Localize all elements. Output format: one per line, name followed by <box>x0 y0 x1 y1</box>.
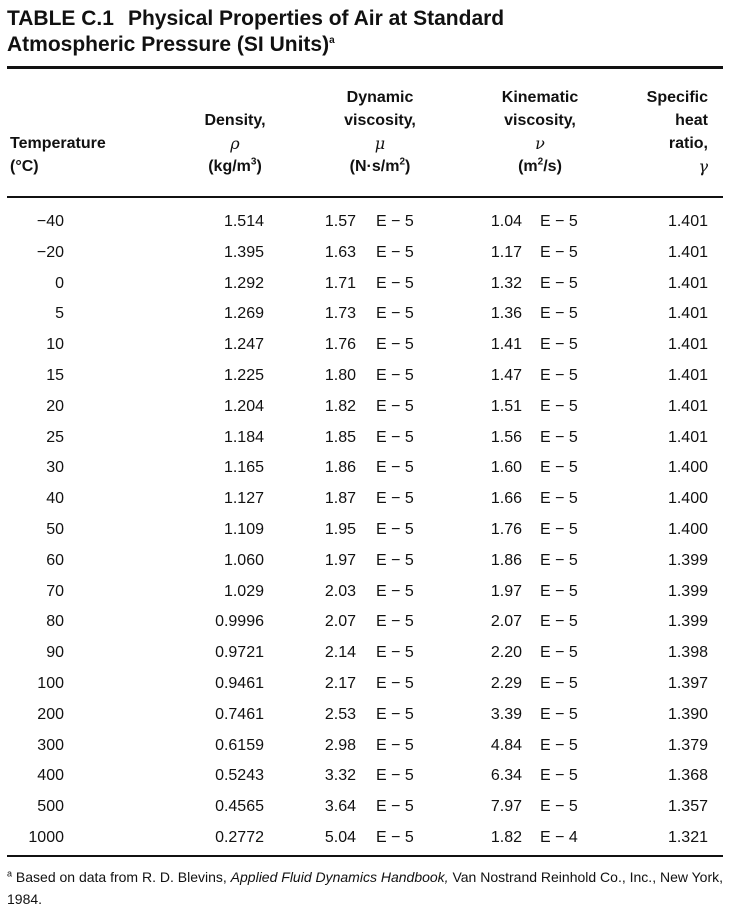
header-specific-heat-ratio <box>600 86 708 178</box>
cell-temperature: 40 <box>46 490 64 508</box>
cell-specific-heat-ratio: 1.400 <box>667 520 708 538</box>
cell-temperature: 500 <box>37 798 64 816</box>
cell-dynamic-viscosity-exponent: E − 5 <box>376 397 414 415</box>
cell-density: 0.4565 <box>215 798 264 816</box>
cell-dynamic-viscosity-exponent: E − 5 <box>376 644 414 662</box>
table-row <box>0 515 730 546</box>
header-kinematic-symbol: ν <box>535 134 545 153</box>
cell-density: 1.165 <box>223 459 264 477</box>
cell-density: 1.395 <box>223 243 264 261</box>
cell-dynamic-viscosity: 2.98 <box>324 736 356 754</box>
cell-dynamic-viscosity-exponent: E − 5 <box>376 428 414 446</box>
cell-dynamic-viscosity: 1.85 <box>324 428 356 446</box>
cell-kinematic-viscosity: 1.17 <box>490 243 522 261</box>
cell-dynamic-viscosity: 1.71 <box>324 274 356 292</box>
cell-kinematic-viscosity-exponent: E − 5 <box>540 551 578 569</box>
cell-kinematic-viscosity-exponent: E − 5 <box>540 705 578 723</box>
cell-specific-heat-ratio: 1.401 <box>667 366 708 384</box>
header-density-unit: $(kg/m^3)$ <box>208 156 262 175</box>
table-row <box>0 792 730 823</box>
cell-dynamic-viscosity: 1.80 <box>324 366 356 384</box>
cell-kinematic-viscosity-exponent: E − 5 <box>540 428 578 446</box>
cell-kinematic-viscosity: 1.56 <box>490 428 522 446</box>
cell-density: 1.514 <box>223 213 264 230</box>
header-temperature-label: Temperature <box>10 135 106 152</box>
cell-dynamic-viscosity: 2.07 <box>324 613 356 631</box>
cell-dynamic-viscosity-exponent: E − 5 <box>376 551 414 569</box>
cell-density: 1.109 <box>223 520 264 538</box>
cell-kinematic-viscosity: 2.29 <box>490 674 522 692</box>
cell-specific-heat-ratio: 1.401 <box>667 397 708 415</box>
cell-density: 0.9461 <box>215 674 264 692</box>
table-row <box>0 269 730 300</box>
header-gamma-label-1: Specific <box>646 89 708 106</box>
header-density-symbol: ρ <box>230 134 240 153</box>
cell-density: 1.247 <box>223 336 264 354</box>
cell-density: 0.9721 <box>215 644 264 662</box>
cell-density: 0.6159 <box>215 736 264 754</box>
cell-kinematic-viscosity: 1.04 <box>490 213 522 230</box>
cell-kinematic-viscosity: 3.39 <box>490 705 522 723</box>
cell-kinematic-viscosity: 1.51 <box>490 397 522 415</box>
header-dynamic-symbol: μ <box>374 134 386 153</box>
table-row <box>0 423 730 454</box>
cell-kinematic-viscosity-exponent: E − 5 <box>540 213 578 230</box>
cell-kinematic-viscosity: 1.47 <box>490 366 522 384</box>
table-body <box>0 207 730 854</box>
cell-temperature: 70 <box>46 582 64 600</box>
footnote-book-title: Applied Fluid Dynamics Handbook, <box>230 869 449 885</box>
header-kinematic-label-2: viscosity, <box>504 112 576 129</box>
cell-dynamic-viscosity-exponent: E − 5 <box>376 798 414 816</box>
cell-density: 0.7461 <box>215 705 264 723</box>
cell-kinematic-viscosity-exponent: E − 5 <box>540 490 578 508</box>
table-row <box>0 484 730 515</box>
header-dynamic-unit: $(N\cdot s/m^2)$ <box>349 156 411 175</box>
cell-dynamic-viscosity-exponent: E − 5 <box>376 520 414 538</box>
cell-kinematic-viscosity: 6.34 <box>490 767 522 785</box>
cell-kinematic-viscosity-exponent: E − 5 <box>540 582 578 600</box>
cell-temperature: 15 <box>46 366 64 384</box>
table-row <box>0 238 730 269</box>
table-title <box>7 6 504 58</box>
cell-temperature: 30 <box>46 459 64 477</box>
cell-temperature: 10 <box>46 336 64 354</box>
footnote-text-after: Van Nostrand Reinhold Co., Inc., New York, 1984. <box>7 869 724 907</box>
cell-density: 0.2772 <box>215 828 264 846</box>
cell-kinematic-viscosity-exponent: E − 5 <box>540 274 578 292</box>
cell-kinematic-viscosity: 1.36 <box>490 305 522 323</box>
cell-temperature: 25 <box>46 428 64 446</box>
cell-dynamic-viscosity-exponent: E − 5 <box>376 767 414 785</box>
cell-dynamic-viscosity: 2.14 <box>324 644 356 662</box>
cell-dynamic-viscosity: 2.03 <box>324 582 356 600</box>
cell-specific-heat-ratio: 1.399 <box>667 613 708 631</box>
cell-specific-heat-ratio: 1.401 <box>667 428 708 446</box>
cell-density: 0.5243 <box>215 767 264 785</box>
cell-kinematic-viscosity-exponent: E − 5 <box>540 366 578 384</box>
cell-dynamic-viscosity: 3.32 <box>324 767 356 785</box>
cell-specific-heat-ratio: 1.321 <box>667 828 708 846</box>
header-rule <box>7 196 723 198</box>
cell-specific-heat-ratio: 1.357 <box>667 798 708 816</box>
cell-specific-heat-ratio: 1.401 <box>667 336 708 354</box>
cell-density: 1.127 <box>223 490 264 508</box>
title-text-1: Physical Properties of Air at Standard <box>127 7 505 30</box>
title-line-2 <box>7 32 504 58</box>
table-row <box>0 546 730 577</box>
cell-kinematic-viscosity-exponent: E − 5 <box>540 767 578 785</box>
cell-dynamic-viscosity: 3.64 <box>324 798 356 816</box>
cell-specific-heat-ratio: 1.401 <box>667 305 708 323</box>
cell-kinematic-viscosity-exponent: E − 5 <box>540 736 578 754</box>
cell-specific-heat-ratio: 1.398 <box>667 644 708 662</box>
cell-temperature: 200 <box>37 705 64 723</box>
table-row <box>0 761 730 792</box>
cell-specific-heat-ratio: 1.400 <box>667 459 708 477</box>
header-temperature-unit: (°C) <box>10 158 39 175</box>
cell-density: 1.269 <box>223 305 264 323</box>
cell-kinematic-viscosity-exponent: E − 5 <box>540 613 578 631</box>
cell-kinematic-viscosity: 1.32 <box>490 274 522 292</box>
cell-dynamic-viscosity-exponent: E − 5 <box>376 459 414 477</box>
cell-kinematic-viscosity: 1.86 <box>490 551 522 569</box>
cell-dynamic-viscosity: 1.97 <box>324 551 356 569</box>
cell-dynamic-viscosity-exponent: E − 5 <box>376 705 414 723</box>
cell-dynamic-viscosity: 2.17 <box>324 674 356 692</box>
cell-dynamic-viscosity-exponent: E − 5 <box>376 674 414 692</box>
cell-kinematic-viscosity-exponent: E − 5 <box>540 520 578 538</box>
cell-kinematic-viscosity-exponent: E − 5 <box>540 336 578 354</box>
cell-kinematic-viscosity-exponent: E − 4 <box>540 828 578 846</box>
table-row <box>0 330 730 361</box>
table-row <box>0 823 730 854</box>
cell-temperature: 50 <box>46 520 64 538</box>
cell-dynamic-viscosity-exponent: E − 5 <box>376 490 414 508</box>
cell-temperature: 0 <box>55 274 64 292</box>
bottom-rule <box>7 855 723 857</box>
cell-dynamic-viscosity-exponent: E − 5 <box>376 366 414 384</box>
header-gamma-label-2: heat <box>675 112 708 129</box>
cell-kinematic-viscosity: 1.82 <box>490 828 522 846</box>
cell-dynamic-viscosity: 1.86 <box>324 459 356 477</box>
cell-kinematic-viscosity: 4.84 <box>490 736 522 754</box>
cell-kinematic-viscosity-exponent: E − 5 <box>540 644 578 662</box>
cell-dynamic-viscosity: 1.73 <box>324 305 356 323</box>
cell-specific-heat-ratio: 1.399 <box>667 582 708 600</box>
cell-specific-heat-ratio: 1.390 <box>667 705 708 723</box>
table-row <box>0 392 730 423</box>
cell-dynamic-viscosity-exponent: E − 5 <box>376 828 414 846</box>
cell-dynamic-viscosity: 1.87 <box>324 490 356 508</box>
title-line-1 <box>7 6 504 32</box>
cell-dynamic-viscosity-exponent: E − 5 <box>376 243 414 261</box>
top-rule <box>7 66 723 69</box>
cell-kinematic-viscosity-exponent: E − 5 <box>540 397 578 415</box>
cell-kinematic-viscosity: 2.07 <box>490 613 522 631</box>
cell-kinematic-viscosity-exponent: E − 5 <box>540 305 578 323</box>
header-kinematic-viscosity <box>460 86 620 178</box>
table-row <box>0 638 730 669</box>
cell-specific-heat-ratio: 1.401 <box>667 213 708 230</box>
header-density-label: Density, <box>204 112 266 129</box>
cell-kinematic-viscosity: 1.66 <box>490 490 522 508</box>
header-dynamic-viscosity <box>305 86 455 178</box>
table-row <box>0 669 730 700</box>
table-row <box>0 577 730 608</box>
cell-density: 1.292 <box>223 274 264 292</box>
cell-dynamic-viscosity-exponent: E − 5 <box>376 274 414 292</box>
header-dynamic-label-2: viscosity, <box>344 112 416 129</box>
cell-specific-heat-ratio: 1.401 <box>667 274 708 292</box>
cell-specific-heat-ratio: 1.379 <box>667 736 708 754</box>
header-gamma-symbol: γ <box>698 157 708 176</box>
cell-density: 1.029 <box>223 582 264 600</box>
cell-kinematic-viscosity: 7.97 <box>490 798 522 816</box>
cell-specific-heat-ratio: 1.401 <box>667 243 708 261</box>
cell-temperature: 100 <box>37 674 64 692</box>
header-kinematic-unit: $(m^2/s)$ <box>518 156 562 175</box>
cell-temperature: 90 <box>46 644 64 662</box>
cell-specific-heat-ratio: 1.400 <box>667 490 708 508</box>
cell-temperature: 5 <box>55 305 64 323</box>
table-number: TABLE C.1 <box>7 7 114 30</box>
cell-dynamic-viscosity: 5.04 <box>324 828 356 846</box>
cell-kinematic-viscosity: 1.60 <box>490 459 522 477</box>
title-text-2: Atmospheric Pressure (SI Units) <box>7 33 330 56</box>
cell-specific-heat-ratio: 1.397 <box>667 674 708 692</box>
title-footnote-mark: a <box>329 35 335 46</box>
cell-kinematic-viscosity-exponent: E − 5 <box>540 674 578 692</box>
cell-temperature: −20 <box>36 243 64 261</box>
cell-density: 1.204 <box>223 397 264 415</box>
header-temperature <box>10 86 150 178</box>
table-row <box>0 731 730 762</box>
cell-kinematic-viscosity: 1.97 <box>490 582 522 600</box>
cell-density: 1.184 <box>223 428 264 446</box>
cell-dynamic-viscosity-exponent: E − 5 <box>376 336 414 354</box>
cell-dynamic-viscosity: 1.57 <box>324 213 356 230</box>
footnote-mark: a <box>7 868 13 879</box>
footnote <box>7 866 723 910</box>
table-row <box>0 361 730 392</box>
table-row <box>0 700 730 731</box>
cell-dynamic-viscosity: 1.95 <box>324 520 356 538</box>
table-row <box>0 207 730 238</box>
cell-kinematic-viscosity: 1.76 <box>490 520 522 538</box>
cell-density: 0.9996 <box>215 613 264 631</box>
cell-dynamic-viscosity-exponent: E − 5 <box>376 213 414 230</box>
header-density <box>170 86 300 178</box>
cell-dynamic-viscosity: 2.53 <box>324 705 356 723</box>
cell-temperature: 1000 <box>28 828 64 846</box>
cell-kinematic-viscosity-exponent: E − 5 <box>540 243 578 261</box>
cell-dynamic-viscosity-exponent: E − 5 <box>376 582 414 600</box>
table-row <box>0 299 730 330</box>
cell-dynamic-viscosity-exponent: E − 5 <box>376 736 414 754</box>
cell-density: 1.225 <box>223 366 264 384</box>
header-kinematic-label-1: Kinematic <box>501 89 579 106</box>
cell-dynamic-viscosity: 1.63 <box>324 243 356 261</box>
cell-specific-heat-ratio: 1.399 <box>667 551 708 569</box>
footnote-text-before: Based on data from R. D. Blevins, <box>15 869 231 885</box>
cell-dynamic-viscosity-exponent: E − 5 <box>376 305 414 323</box>
cell-temperature: 400 <box>37 767 64 785</box>
table-row <box>0 607 730 638</box>
cell-density: 1.060 <box>223 551 264 569</box>
cell-specific-heat-ratio: 1.368 <box>667 767 708 785</box>
cell-dynamic-viscosity-exponent: E − 5 <box>376 613 414 631</box>
cell-kinematic-viscosity: 2.20 <box>490 644 522 662</box>
cell-temperature: 300 <box>37 736 64 754</box>
cell-temperature: 20 <box>46 397 64 415</box>
cell-kinematic-viscosity-exponent: E − 5 <box>540 459 578 477</box>
cell-kinematic-viscosity-exponent: E − 5 <box>540 798 578 816</box>
table-row <box>0 453 730 484</box>
cell-temperature: 60 <box>46 551 64 569</box>
header-gamma-label-3: ratio, <box>668 135 708 152</box>
cell-temperature: 80 <box>46 613 64 631</box>
cell-temperature: −40 <box>36 213 64 230</box>
header-dynamic-label-1: Dynamic <box>346 89 414 106</box>
cell-dynamic-viscosity: 1.76 <box>324 336 356 354</box>
cell-dynamic-viscosity: 1.82 <box>324 397 356 415</box>
cell-kinematic-viscosity: 1.41 <box>490 336 522 354</box>
